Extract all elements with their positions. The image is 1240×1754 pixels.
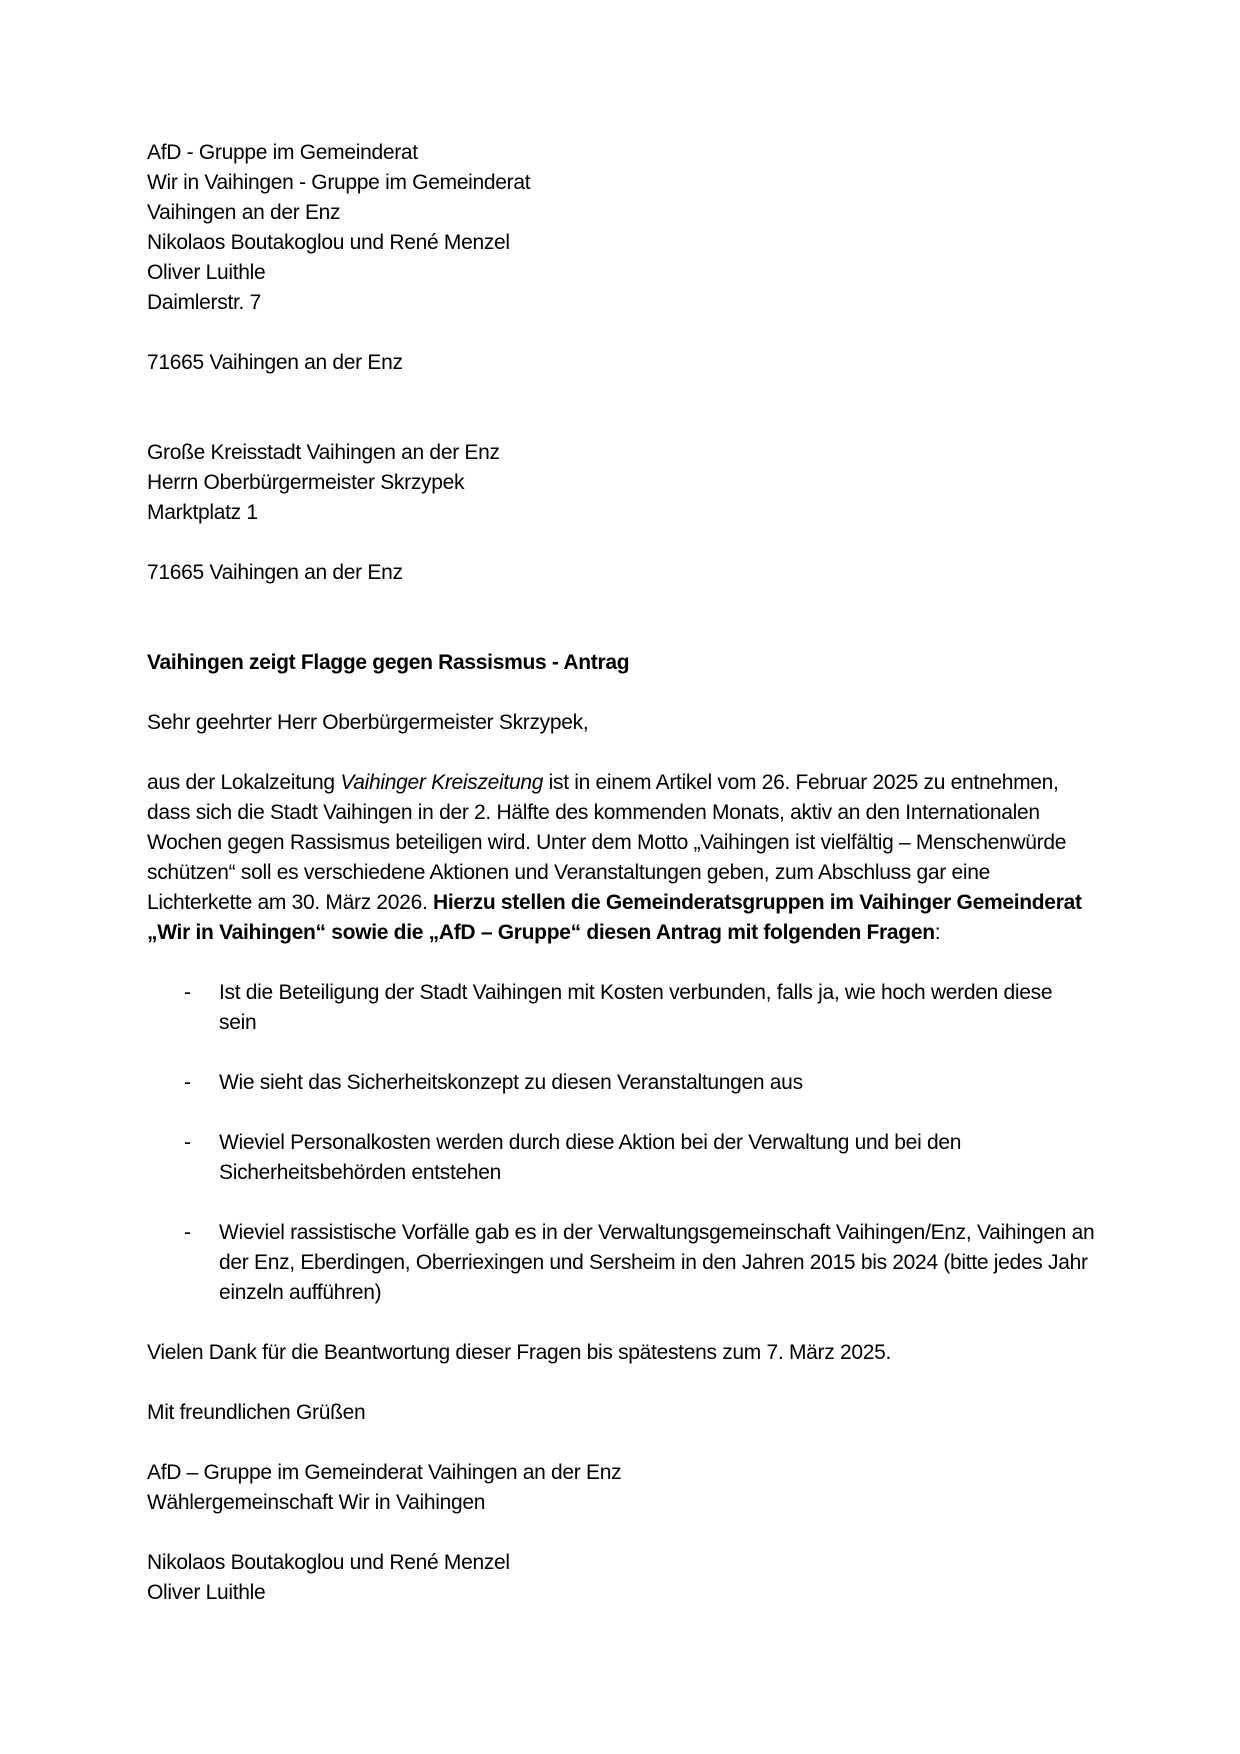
question-text: Wieviel Personalkosten werden durch diese Aktion bei der Verwaltung und bei den Sicherheitsbehörden entstehen <box>219 1131 962 1184</box>
recipient-postal-line: 71665 Vaihingen an der Enz <box>147 561 403 584</box>
salutation: Sehr geehrter Herr Oberbürgermeister Skrzypek, <box>147 711 589 734</box>
sender-line: Vaihingen an der Enz <box>147 201 341 224</box>
spacer <box>147 678 1095 708</box>
question-item <box>147 1218 1095 1308</box>
sender-postal-line: 71665 Vaihingen an der Enz <box>147 351 403 374</box>
body-text: aus der Lokalzeitung <box>147 771 341 794</box>
spacer <box>147 948 1095 978</box>
list-dash-marker: - <box>184 981 191 1004</box>
signature-name-line: Nikolaos Boutakoglou und René Menzel <box>147 1551 510 1574</box>
spacer <box>147 1188 1095 1218</box>
closing-line: Mit freundlichen Grüßen <box>147 1401 366 1424</box>
sender-block <box>147 138 1095 318</box>
spacer <box>147 1368 1095 1398</box>
spacer <box>147 1308 1095 1338</box>
sender-line: Nikolaos Boutakoglou und René Menzel <box>147 231 510 254</box>
sender-line: Oliver Luithle <box>147 261 266 284</box>
recipient-line: Große Kreisstadt Vaihingen an der Enz <box>147 441 500 464</box>
body-paragraph <box>147 768 1095 948</box>
recipient-line: Marktplatz 1 <box>147 501 258 524</box>
recipient-block <box>147 438 1095 528</box>
sender-line: Wir in Vaihingen - Gruppe im Gemeinderat <box>147 171 531 194</box>
subject-line: Vaihingen zeigt Flagge gegen Rassismus - Antrag <box>147 651 630 674</box>
spacer <box>147 318 1095 348</box>
question-item <box>147 1068 1095 1098</box>
thanks-line: Vielen Dank für die Beantwortung dieser Fragen bis spätestens zum 7. März 2025. <box>147 1341 892 1364</box>
question-text: Wie sieht das Sicherheitskonzept zu diesen Veranstaltungen aus <box>219 1071 803 1094</box>
sender-line: AfD - Gruppe im Gemeinderat <box>147 141 418 164</box>
question-text: Wieviel rassistische Vorfälle gab es in der Verwaltungsgemeinschaft Vaihingen/Enz, Vaihingen an der Enz, Eberdingen, Oberriexingen und Sersheim in den Jahren 2015 bis 2024 (bitte jedes Jahr einzeln aufführen) <box>219 1221 1095 1304</box>
newspaper-name: Vaihinger Kreiszeitung <box>340 771 544 794</box>
spacer <box>147 588 1095 648</box>
request-sentence: Hierzu stellen die Gemeinderatsgruppen im Vaihinger Gemeinderat „Wir in Vaihingen“ sowie die „AfD – Gruppe“ diesen Antrag mit folgenden Fragen <box>147 891 1088 944</box>
spacer <box>147 738 1095 768</box>
request-colon: : <box>934 921 941 944</box>
spacer <box>147 1428 1095 1458</box>
body-text: ist in einem Artikel vom 26. Februar 2025 zu entnehmen, dass sich die Stadt Vaihingen in der 2. Hälfte des kommenden Monats, aktiv an den Internationalen Wochen gegen Rassismus beteiligen wird. Unter dem Motto „Vaihingen ist vielfältig – Menschenwürde schützen“ soll es verschiedene Aktionen und Veranstaltungen geben, zum Abschluss gar eine Lichterkette am 30. März 2026. <box>147 771 1072 914</box>
spacer <box>147 1518 1095 1548</box>
question-item <box>147 1128 1095 1188</box>
question-item <box>147 978 1095 1038</box>
spacer <box>147 528 1095 558</box>
sender-line: Daimlerstr. 7 <box>147 291 261 314</box>
signature-name-line: Oliver Luithle <box>147 1581 266 1604</box>
signature-names-block <box>147 1548 1095 1608</box>
spacer <box>147 378 1095 438</box>
list-dash-marker: - <box>184 1221 191 1244</box>
signature-groups-block <box>147 1458 1095 1518</box>
signature-group-line: Wählergemeinschaft Wir in Vaihingen <box>147 1491 486 1514</box>
list-dash-marker: - <box>184 1071 191 1094</box>
signature-group-line: AfD – Gruppe im Gemeinderat Vaihingen an der Enz <box>147 1461 622 1484</box>
spacer <box>147 1038 1095 1068</box>
recipient-line: Herrn Oberbürgermeister Skrzypek <box>147 471 465 494</box>
spacer <box>147 1098 1095 1128</box>
list-dash-marker: - <box>184 1131 191 1154</box>
question-text: Ist die Beteiligung der Stadt Vaihingen mit Kosten verbunden, falls ja, wie hoch werden diese sein <box>219 981 1053 1034</box>
